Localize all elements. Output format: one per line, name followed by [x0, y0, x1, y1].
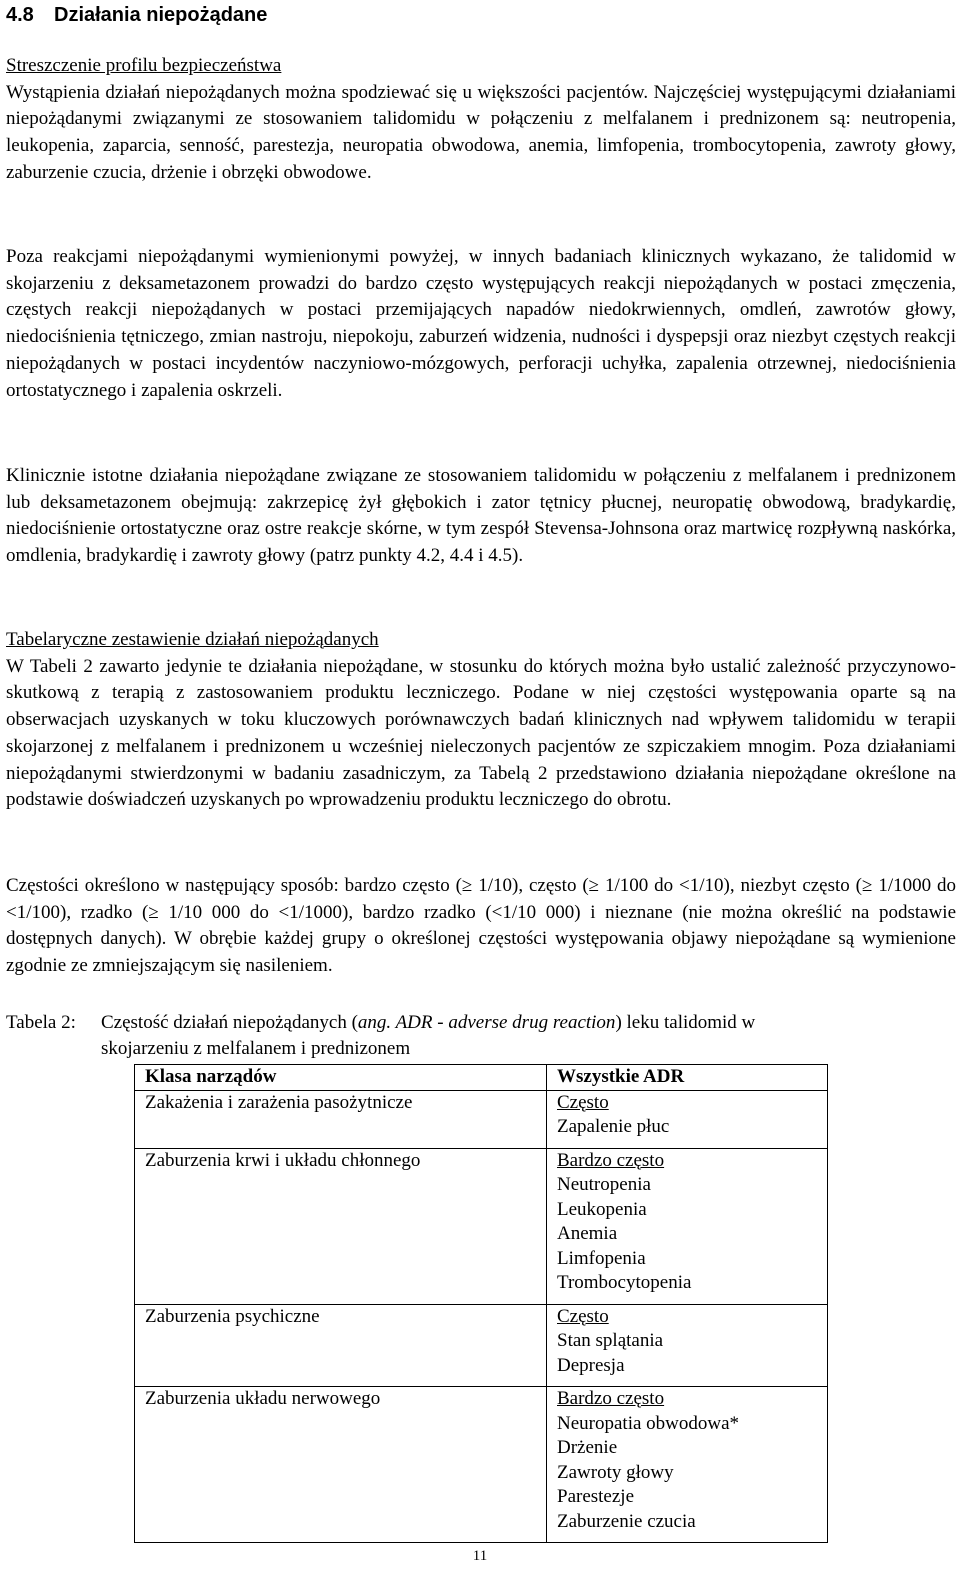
table-caption-text-b: ) leku talidomid w — [615, 1012, 756, 1033]
summary-paragraph-2-block — [6, 244, 956, 404]
adverse-event: Parestezje — [557, 1486, 635, 1507]
frequency-definitions: Częstości określono w następujący sposób: bardzo często (≥ 1/10), często (≥ 1/100 do <1/10), niezbyt często (≥ 1/1000 do <1/100), rzadko (≥ 1/10 000 do <1/1000), bardzo rzadko (<1/10 000) i nieznane (nie można określić na podstawie dostępnych danych). W obrębie każdej grupy o określonej częstości występowania objawy niepożądane są wymienione zgodnie ze zmniejszającym się nasileniem. — [6, 875, 956, 977]
adverse-event: Anemia — [557, 1223, 618, 1244]
header-organ-class: Klasa narządów — [135, 1065, 547, 1091]
adverse-event: Stan splątania — [557, 1330, 664, 1351]
table-row — [135, 1387, 828, 1543]
organ-class-cell: Zaburzenia układu nerwowego — [135, 1387, 547, 1543]
summary-section — [6, 53, 956, 187]
table-row — [135, 1090, 828, 1148]
adverse-event: Neutropenia — [557, 1174, 651, 1195]
organ-class-cell: Zakażenia i zarażenia pasożytnicze — [135, 1090, 547, 1148]
section-number: 4.8 — [6, 4, 34, 26]
table-header-row — [135, 1065, 828, 1091]
table-caption-line-2: skojarzeniu z melfalanem i prednizonem — [101, 1038, 411, 1059]
section-heading — [6, 2, 267, 28]
section-title: Działania niepożądane — [54, 4, 268, 26]
frequency-label: Bardzo często — [557, 1149, 665, 1171]
table-row — [135, 1304, 828, 1387]
table-row — [135, 1148, 828, 1304]
frequency-label: Często — [557, 1305, 609, 1327]
summary-paragraph-1: Wystąpienia działań niepożądanych można spodziewać się u większości pacjentów. Najczęściej występującymi działaniami niepożądanymi związanymi ze stosowaniem talidomidu w połączeniu z melfalanem i prednizonem są: neutropenia, leukopenia, zaparcia, senność, parestezja, neuropatia obwodowa, anemia, limfopenia, trombocytopenia, zawroty głowy, zaburzenie czucia, drżenie i obrzęki obwodowe. — [6, 81, 956, 183]
tabular-section — [6, 627, 956, 814]
organ-class-cell: Zaburzenia psychiczne — [135, 1304, 547, 1387]
adr-cell — [547, 1304, 828, 1387]
adverse-event: Zawroty głowy — [557, 1461, 674, 1483]
summary-paragraph-3-block — [6, 463, 956, 570]
table-caption — [6, 1010, 956, 1062]
adr-table — [134, 1064, 828, 1543]
adverse-event: Drżenie — [557, 1437, 618, 1458]
table-caption-text-a: Częstość działań niepożądanych ( — [101, 1012, 358, 1033]
adr-cell — [547, 1387, 828, 1543]
summary-subheading: Streszczenie profilu bezpieczeństwa — [6, 55, 282, 76]
adverse-event: Limfopenia — [557, 1247, 646, 1269]
page-number: 11 — [472, 1548, 488, 1564]
tabular-subheading: Tabelaryczne zestawienie działań niepożądanych — [6, 629, 379, 650]
frequency-label: Bardzo często — [557, 1388, 665, 1409]
adverse-event: Trombocytopenia — [557, 1272, 692, 1293]
adr-cell — [547, 1148, 828, 1304]
summary-paragraph-3: Klinicznie istotne działania niepożądane związane ze stosowaniem talidomidu w połączeniu z melfalanem i prednizonem lub deksametazonem obejmują: zakrzepicę żył głębokich i zator tętnicy płucnej, neuropatię obwodową, bradykardię, niedociśnienie ortostatyczne oraz ostre reakcje skórne, w tym zespół Stevensa-Johnsona oraz martwicę rozpływną naskórka, omdlenia, bradykardię i zawroty głowy (patrz punkty 4.2, 4.4 i 4.5). — [6, 465, 956, 567]
table-caption-italic: ang. ADR - adverse drug reaction — [357, 1012, 616, 1033]
table-caption-label: Tabela 2: — [6, 1012, 76, 1033]
frequency-definitions-block — [6, 873, 956, 980]
tabular-paragraph-1: W Tabeli 2 zawarto jedynie te działania niepożądane, w stosunku do których można było ustalić zależność przyczynowo-skutkową z terapią z zastosowaniem produktu leczniczego. Podane w niej częstości występowania oparte są na obserwacjach uzyskanych w toku kluczowych porównawczych badań klinicznych nad wpływem talidomidu w terapii skojarzonej z melfalanem i prednizonem u wcześniej nieleczonych pacjentów ze szpiczakiem mnogim. Poza działaniami niepożądanymi stwierdzonymi w badaniu zasadniczym, za Tabelą 2 przedstawiono działania niepożądane określone na podstawie doświadczeń uzyskanych po wprowadzeniu produktu leczniczego do obrotu. — [6, 655, 956, 811]
adverse-event: Depresja — [557, 1354, 625, 1376]
organ-class-cell: Zaburzenia krwi i układu chłonnego — [135, 1148, 547, 1304]
adverse-event: Zaburzenie czucia — [557, 1510, 696, 1532]
adverse-event: Zapalenie płuc — [557, 1116, 670, 1137]
adr-cell — [547, 1090, 828, 1148]
header-all-adr: Wszystkie ADR — [547, 1065, 828, 1091]
adverse-event: Leukopenia — [557, 1198, 647, 1220]
adverse-event: Neuropatia obwodowa* — [557, 1412, 740, 1434]
summary-paragraph-2: Poza reakcjami niepożądanymi wymienionymi powyżej, w innych badaniach klinicznych wykazano, że talidomid w skojarzeniu z deksametazonem prowadzi do bardzo często występujących reakcji niepożądanych w postaci zmęczenia, częstych reakcji niepożądanych w postaci przemijających napadów niedokrwiennych, omdleń, zawrotów głowy, niedociśnienia tętniczego, zmian nastroju, niepokoju, zaburzeń widzenia, nudności i dyspepsji oraz niezbyt częstych reakcji niepożądanych w postaci incydentów naczyniowo-mózgowych, perforacji uchyłka, zapalenia otrzewnej, niedociśnienia ortostatycznego i zapalenia oskrzeli. — [6, 246, 956, 401]
frequency-label: Często — [557, 1091, 609, 1113]
